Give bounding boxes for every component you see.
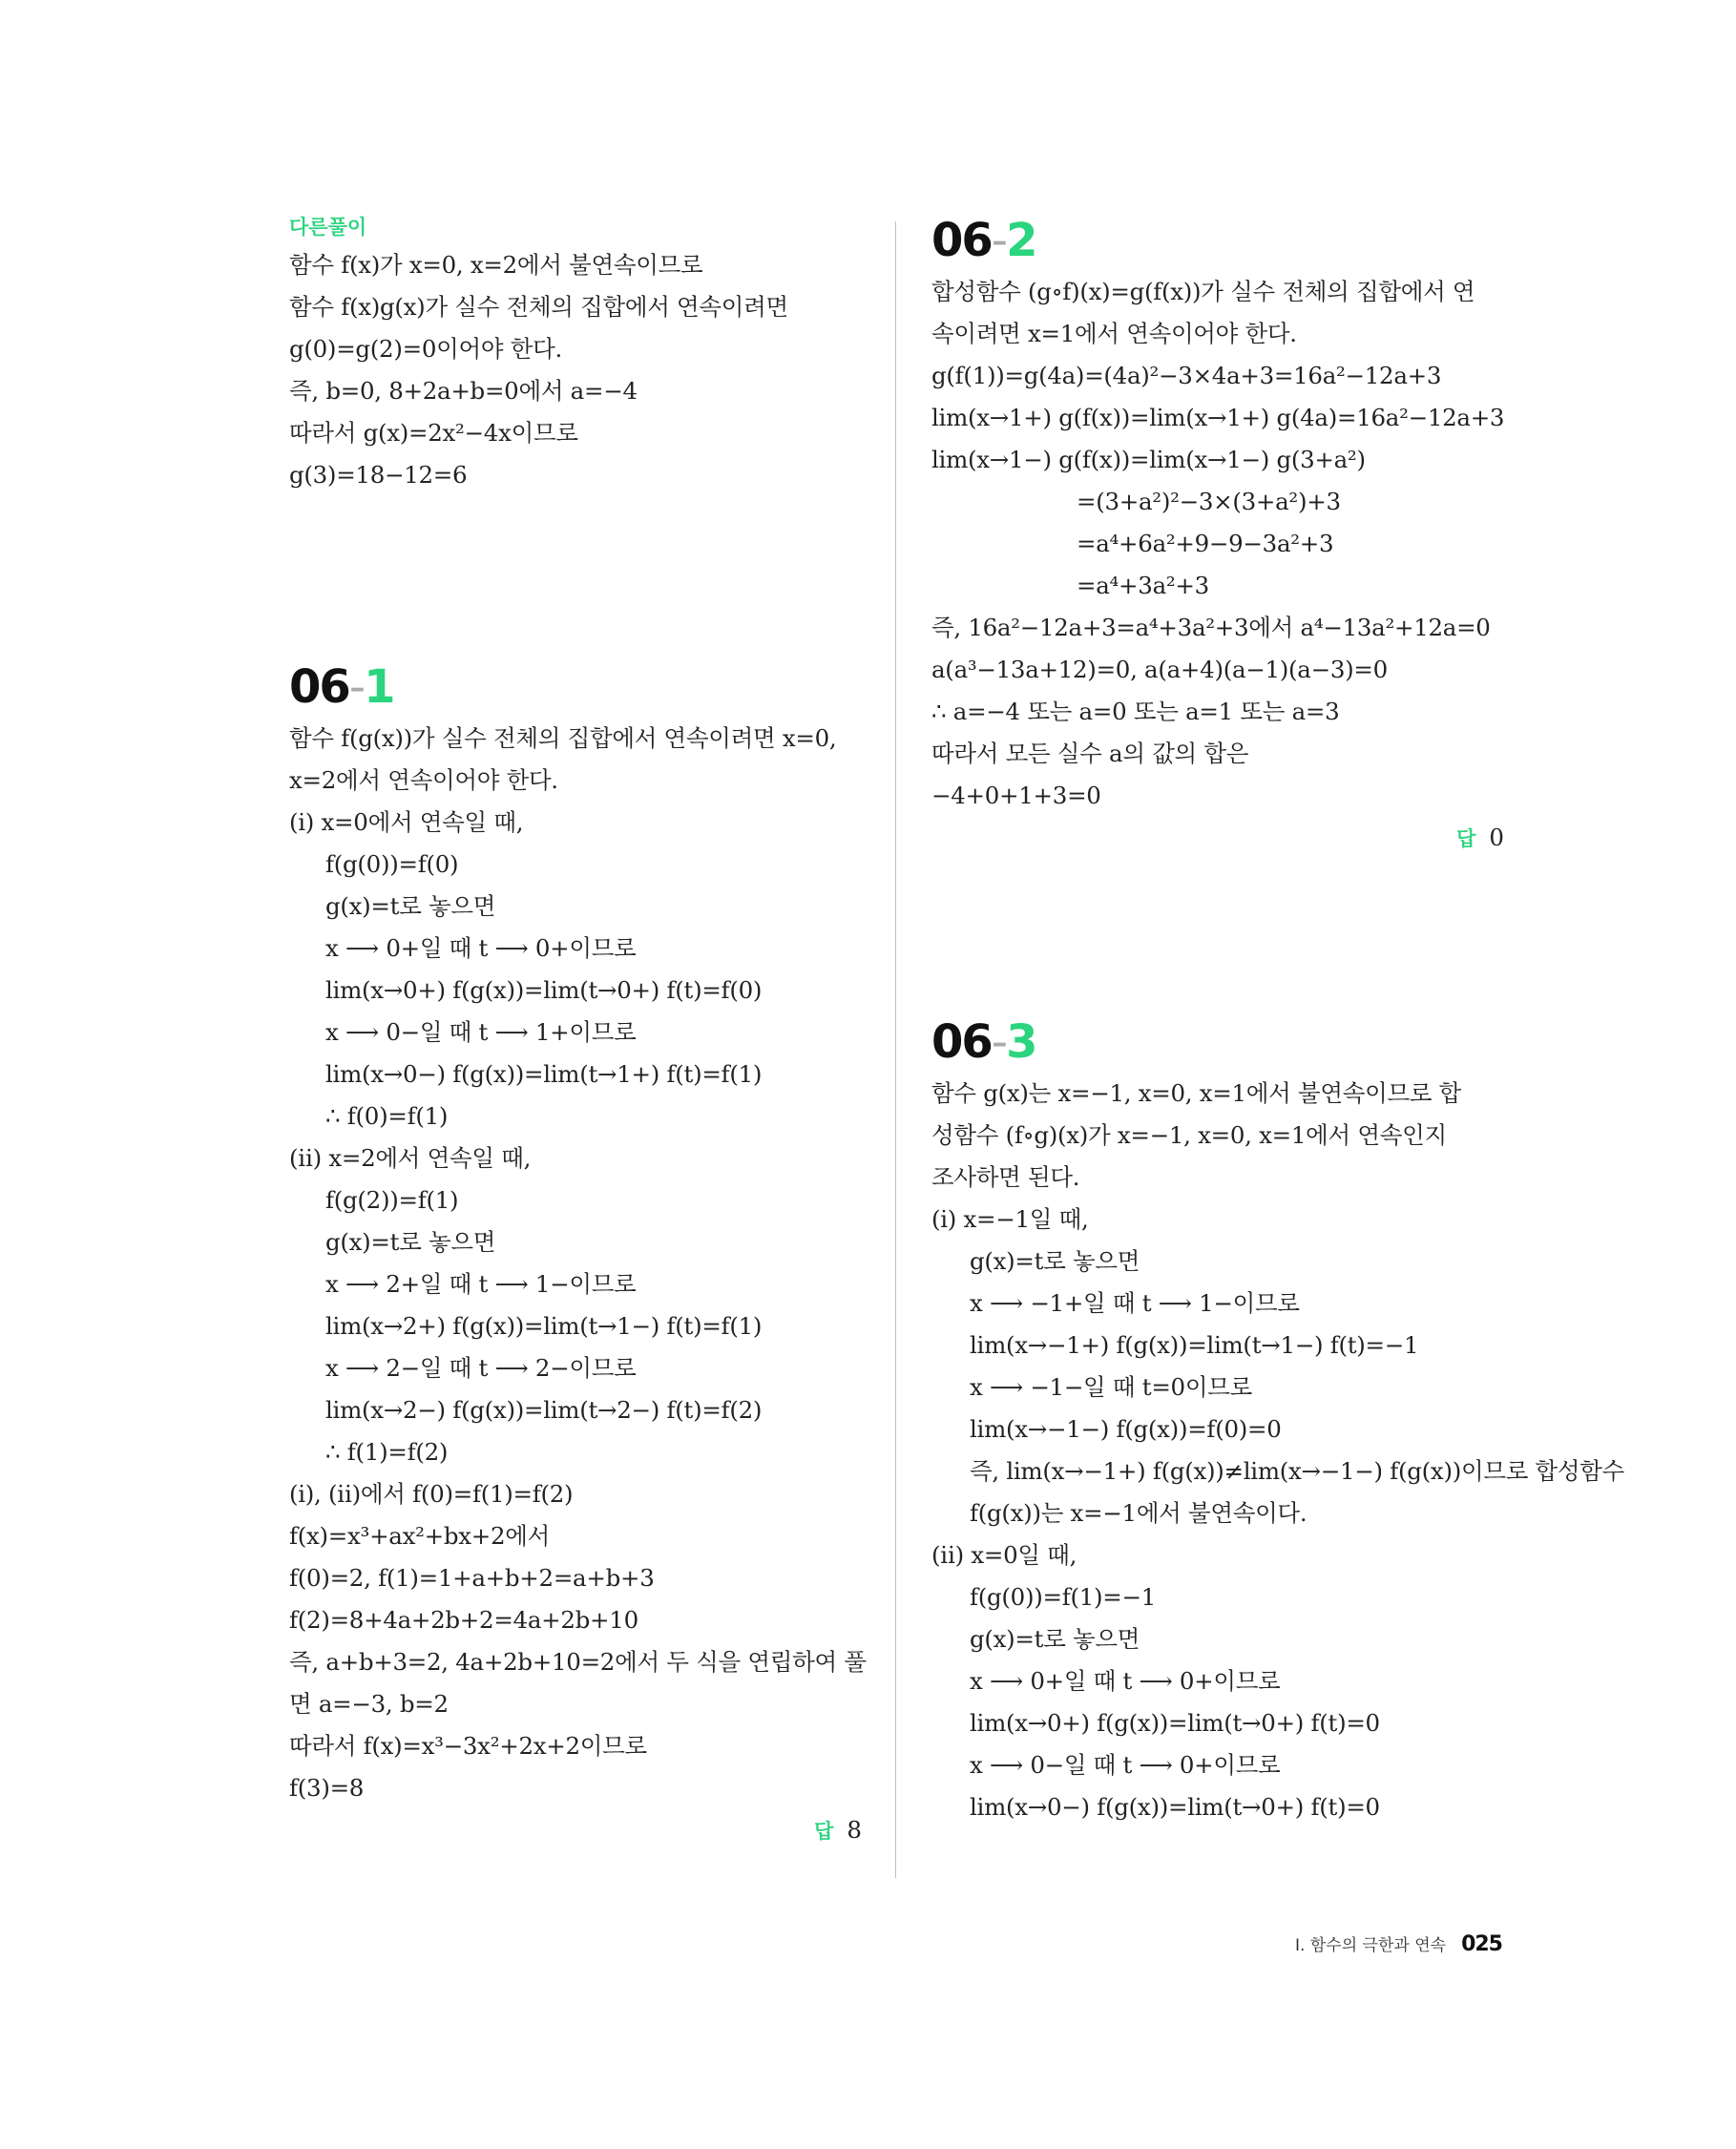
text-line: f(0)=2, f(1)=1+a+b+2=a+b+3	[289, 1564, 655, 1592]
problem-title-06-2	[931, 210, 1504, 271]
chapter-title: Ⅰ. 함수의 극한과 연속	[1295, 1936, 1447, 1955]
text-line: ∴ f(0)=f(1)	[325, 1102, 449, 1130]
text-line: a(a³−13a+12)=0, a(a+4)(a−1)(a−3)=0	[931, 656, 1388, 683]
problem-body-06-3	[931, 1073, 1625, 1828]
limit-line: lim(x→0−) f(g(x))=lim(t→1+) f(t)=f(1)	[325, 1060, 763, 1088]
text-line: f(x)=x³+ax²+bx+2에서	[289, 1522, 551, 1550]
text-line: (ⅱ) x=0일 때,	[931, 1541, 1077, 1569]
text-line: f(3)=8	[289, 1774, 365, 1802]
text-line: 즉, b=0, 8+2a+b=0에서 a=−4	[289, 377, 638, 405]
text-line: f(g(2))=f(1)	[325, 1186, 459, 1214]
problem-title-06-1	[289, 657, 862, 718]
text-line: x ⟶ 2−일 때 t ⟶ 2−이므로	[325, 1354, 637, 1382]
text-line: (ⅱ) x=2에서 연속일 때,	[289, 1144, 532, 1172]
problem-title-06-3	[931, 1012, 1504, 1073]
text-line: g(3)=18−12=6	[289, 461, 468, 489]
text-line: 따라서 f(x)=x³−3x²+2x+2이므로	[289, 1732, 647, 1760]
text-line: 즉, 16a²−12a+3=a⁴+3a²+3에서 a⁴−13a²+12a=0	[931, 614, 1491, 641]
text-line: x ⟶ −1−일 때 t=0이므로	[970, 1373, 1252, 1401]
limit-line: lim(x→0+) f(g(x))=lim(t→0+) f(t)=0	[970, 1709, 1380, 1737]
left-column	[289, 210, 867, 1851]
limit-line: lim(x→0−) f(g(x))=lim(t→0+) f(t)=0	[970, 1793, 1380, 1821]
text-line: 따라서 g(x)=2x²−4x이므로	[289, 419, 578, 447]
text-line: 즉, a+b+3=2, 4a+2b+10=2에서 두 식을 연립하여 풀	[289, 1648, 867, 1676]
problem-body-06-1	[289, 718, 867, 1809]
answer-06-1	[289, 1809, 862, 1851]
text-line: g(f(1))=g(4a)=(4a)²−3×4a+3=16a²−12a+3	[931, 362, 1442, 389]
text-line: 함수 f(x)g(x)가 실수 전체의 집합에서 연속이려면	[289, 293, 788, 321]
text-line: =(3+a²)²−3×(3+a²)+3	[1077, 488, 1341, 515]
text-line: g(x)=t로 놓으면	[970, 1247, 1140, 1275]
title-number: 3	[1006, 1015, 1036, 1069]
text-line: (ⅰ) x=−1일 때,	[931, 1205, 1089, 1233]
limit-line: lim(x→0+) f(g(x))=lim(t→0+) f(t)=f(0)	[325, 976, 763, 1004]
text-line: f(g(0))=f(1)=−1	[970, 1583, 1157, 1611]
right-column	[931, 210, 1625, 1828]
limit-line: lim(x→1+) g(f(x))=lim(x→1+) g(4a)=16a²−12a+3	[931, 404, 1505, 431]
title-prefix: 06	[931, 214, 992, 267]
text-line: f(2)=8+4a+2b+2=4a+2b+10	[289, 1606, 638, 1634]
limit-line: lim(x→2+) f(g(x))=lim(t→1−) f(t)=f(1)	[325, 1312, 763, 1340]
text-line: 면 a=−3, b=2	[289, 1690, 449, 1718]
answer-06-2	[931, 817, 1504, 859]
text-line: =a⁴+6a²+9−9−3a²+3	[1077, 530, 1334, 557]
text-line: (ⅰ) x=0에서 연속일 때,	[289, 808, 524, 836]
page-number: 025	[1461, 1932, 1502, 1956]
text-line: g(x)=t로 놓으면	[970, 1625, 1140, 1653]
text-line: x ⟶ 0−일 때 t ⟶ 1+이므로	[325, 1018, 637, 1046]
title-separator: -	[991, 214, 1007, 267]
text-line: x ⟶ 0+일 때 t ⟶ 0+이므로	[325, 934, 637, 962]
text-line: x ⟶ 2+일 때 t ⟶ 1−이므로	[325, 1270, 637, 1298]
text-line: 함수 f(x)가 x=0, x=2에서 불연속이므로	[289, 251, 703, 279]
text-line: =a⁴+3a²+3	[1077, 572, 1209, 599]
page-footer	[1295, 1931, 1502, 1956]
title-prefix: 06	[289, 660, 349, 714]
limit-line: 즉, lim(x→−1+) f(g(x))≠lim(x→−1−) f(g(x))이므로 합성함수	[970, 1457, 1625, 1485]
text-line: g(x)=t로 놓으면	[325, 1228, 496, 1256]
title-number: 1	[364, 660, 394, 714]
problem-body-06-2	[931, 271, 1504, 817]
text-line: f(g(x))는 x=−1에서 불연속이다.	[970, 1499, 1307, 1527]
text-line: f(g(0))=f(0)	[325, 850, 459, 878]
text-line: −4+0+1+3=0	[931, 782, 1101, 809]
text-line: 조사하면 된다.	[931, 1163, 1080, 1191]
text-line: x ⟶ 0−일 때 t ⟶ 0+이므로	[970, 1751, 1281, 1779]
answer-label: 답	[814, 1820, 834, 1843]
text-line: 합성함수 (g∘f)(x)=g(f(x))가 실수 전체의 집합에서 연	[931, 278, 1475, 305]
text-line: g(0)=g(2)=0이어야 한다.	[289, 335, 562, 363]
text-line: (ⅰ), (ⅱ)에서 f(0)=f(1)=f(2)	[289, 1480, 574, 1508]
text-line: x=2에서 연속이어야 한다.	[289, 766, 558, 794]
limit-line: lim(x→−1−) f(g(x))=f(0)=0	[970, 1415, 1282, 1443]
answer-value: 0	[1489, 824, 1504, 851]
answer-label: 답	[1456, 827, 1476, 850]
text-line: 함수 f(g(x))가 실수 전체의 집합에서 연속이려면 x=0,	[289, 724, 837, 752]
text-line: 따라서 모든 실수 a의 값의 합은	[931, 740, 1249, 767]
alt-solution-label: 다른풀이	[289, 216, 367, 239]
title-prefix: 06	[931, 1015, 992, 1069]
text-line: x ⟶ −1+일 때 t ⟶ 1−이므로	[970, 1289, 1300, 1317]
text-line: ∴ f(1)=f(2)	[325, 1438, 449, 1466]
answer-value: 8	[847, 1816, 862, 1844]
title-separator: -	[348, 660, 365, 714]
title-separator: -	[991, 1015, 1007, 1069]
text-line: 함수 g(x)는 x=−1, x=0, x=1에서 불연속이므로 합	[931, 1079, 1462, 1107]
limit-line: lim(x→−1+) f(g(x))=lim(t→1−) f(t)=−1	[970, 1331, 1419, 1359]
text-line: 성함수 (f∘g)(x)가 x=−1, x=0, x=1에서 연속인지	[931, 1121, 1447, 1149]
alt-solution-body	[289, 244, 862, 496]
limit-line: lim(x→2−) f(g(x))=lim(t→2−) f(t)=f(2)	[325, 1396, 763, 1424]
text-line: x ⟶ 0+일 때 t ⟶ 0+이므로	[970, 1667, 1281, 1695]
text-line: ∴ a=−4 또는 a=0 또는 a=1 또는 a=3	[931, 698, 1340, 725]
title-number: 2	[1006, 214, 1036, 267]
limit-line: lim(x→1−) g(f(x))=lim(x→1−) g(3+a²)	[931, 446, 1366, 473]
column-divider	[895, 221, 896, 1878]
text-line: 속이려면 x=1에서 연속이어야 한다.	[931, 320, 1297, 347]
text-line: g(x)=t로 놓으면	[325, 892, 496, 920]
